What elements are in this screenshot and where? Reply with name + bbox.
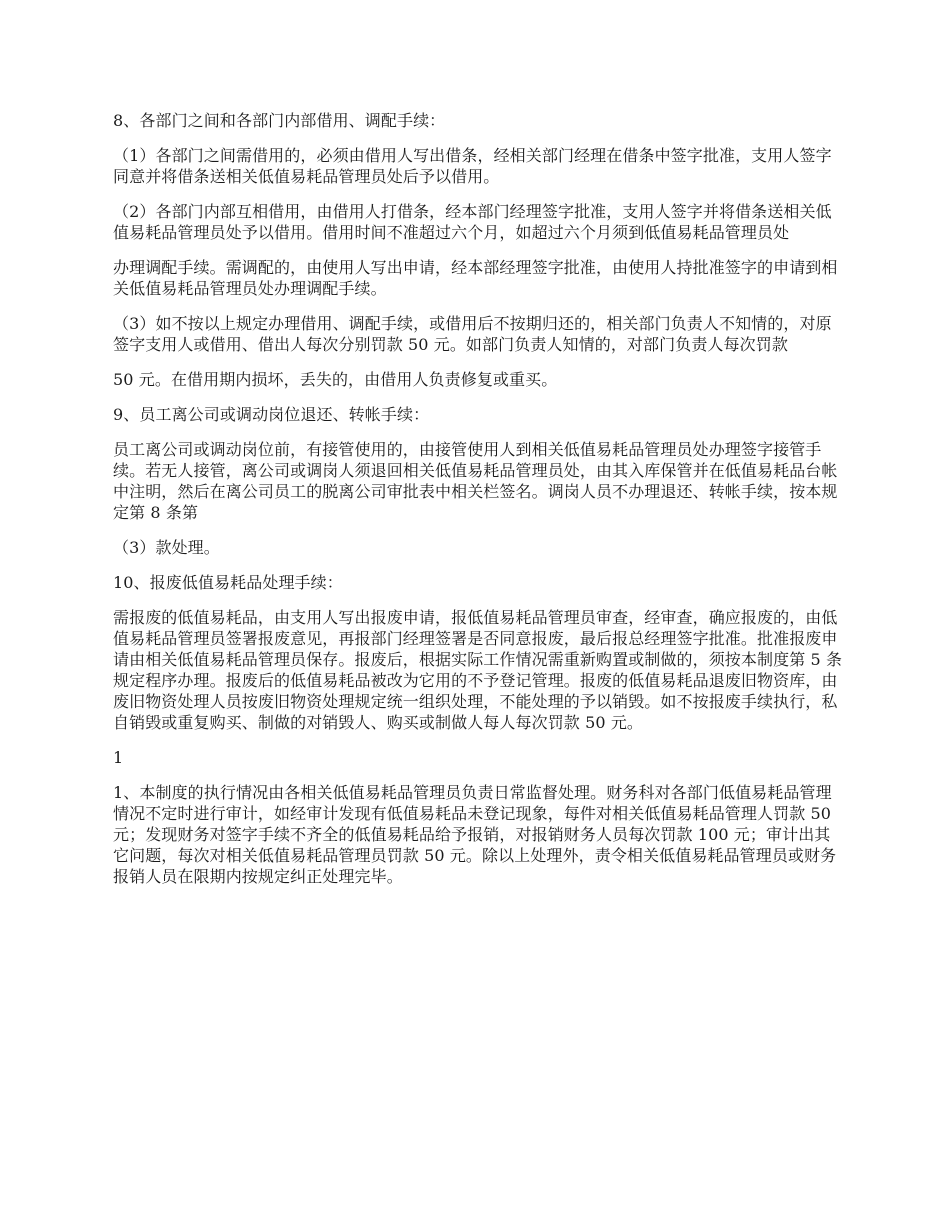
section-9-body-continued: （3）款处理。 — [113, 538, 220, 557]
section-10-heading: 10、报废低值易耗品处理手续： — [113, 573, 343, 592]
document-page — [113, 110, 843, 901]
section-8-heading: 8、各部门之间和各部门内部借用、调配手续： — [113, 111, 446, 130]
section-8-item-1: （1）各部门之间需借用的，必须由借用人写出借条，经相关部门经理在借条中签字批准，支用人签字同意并将借条送相关低值易耗品管理员处后予以借用。 — [113, 146, 832, 186]
section-8-item-3-continued: 50 元。在借用期内损坏，丢失的，由借用人负责修复或重买。 — [113, 370, 558, 389]
section-8-item-2-continued: 办理调配手续。需调配的，由使用人写出申请，经本部经理签字批准，由使用人持批准签字的申请到相关低值易耗品管理员处办理调配手续。 — [113, 258, 838, 298]
section-9-body: 员工离公司或调动岗位前，有接管使用的，由接管使用人到相关低值易耗品管理员处办理签字接管手续。若无人接管，离公司或调岗人须退回相关低值易耗品管理员处，由其入库保管并在低值易耗品台帐中注明，然后在离公司员工的脱离公司审批表中相关栏签名。调岗人员不办理退还、转帐手续，按本规定第 8 条第 — [113, 440, 838, 522]
section-9-heading: 9、员工离公司或调动岗位退还、转帐手续： — [113, 405, 430, 424]
supervision-clause: 1、本制度的执行情况由各相关低值易耗品管理员负责日常监督处理。财务科对各部门低值易耗品管理情况不定时进行审计，如经审计发现有低值易耗品未登记现象，每件对相关低值易耗品管理人罚款 50 元；发现财务对签字手续不齐全的低值易耗品给予报销，对报销财务人员每次罚款 100 元；审计出其它问题，每次对相关低值易耗品管理员罚款 50 元。除以上处理外，责令相关低值易耗品管理员或财务报销人员在限期内按规定纠正处理完毕。 — [113, 783, 837, 886]
section-8-item-2: （2）各部门内部互相借用，由借用人打借条，经本部门经理签字批准，支用人签字并将借条送相关低值易耗品管理员处予以借用。借用时间不准超过六个月，如超过六个月须到低值易耗品管理员处 — [113, 202, 832, 242]
section-10-body: 需报废的低值易耗品，由支用人写出报废申请，报低值易耗品管理员审查，经审查，确应报废的，由低值易耗品管理员签署报废意见，再报部门经理签署是否同意报废，最后报总经理签字批准。批准报废申请由相关低值易耗品管理员保存。报废后，根据实际工作情况需重新购置或制做的，须按本制度第 5 条规定程序办理。报废后的低值易耗品被改为它用的不予登记管理。报废的低值易耗品退废旧物资库，由废旧物资处理人员按废旧物资处理规定统一组织处理，不能处理的予以销毁。如不按报废手续执行，私自销毁或重复购买、制做的对销毁人、购买或制做人每人每次罚款 50 元。 — [113, 608, 843, 732]
section-8-item-3: （3）如不按以上规定办理借用、调配手续，或借用后不按期归还的，相关部门负责人不知情的，对原签字支用人或借用、借出人每次分别罚款 50 元。如部门负责人知情的，对部门负责人每次罚款 — [113, 314, 832, 354]
page-number: 1 — [113, 748, 124, 767]
